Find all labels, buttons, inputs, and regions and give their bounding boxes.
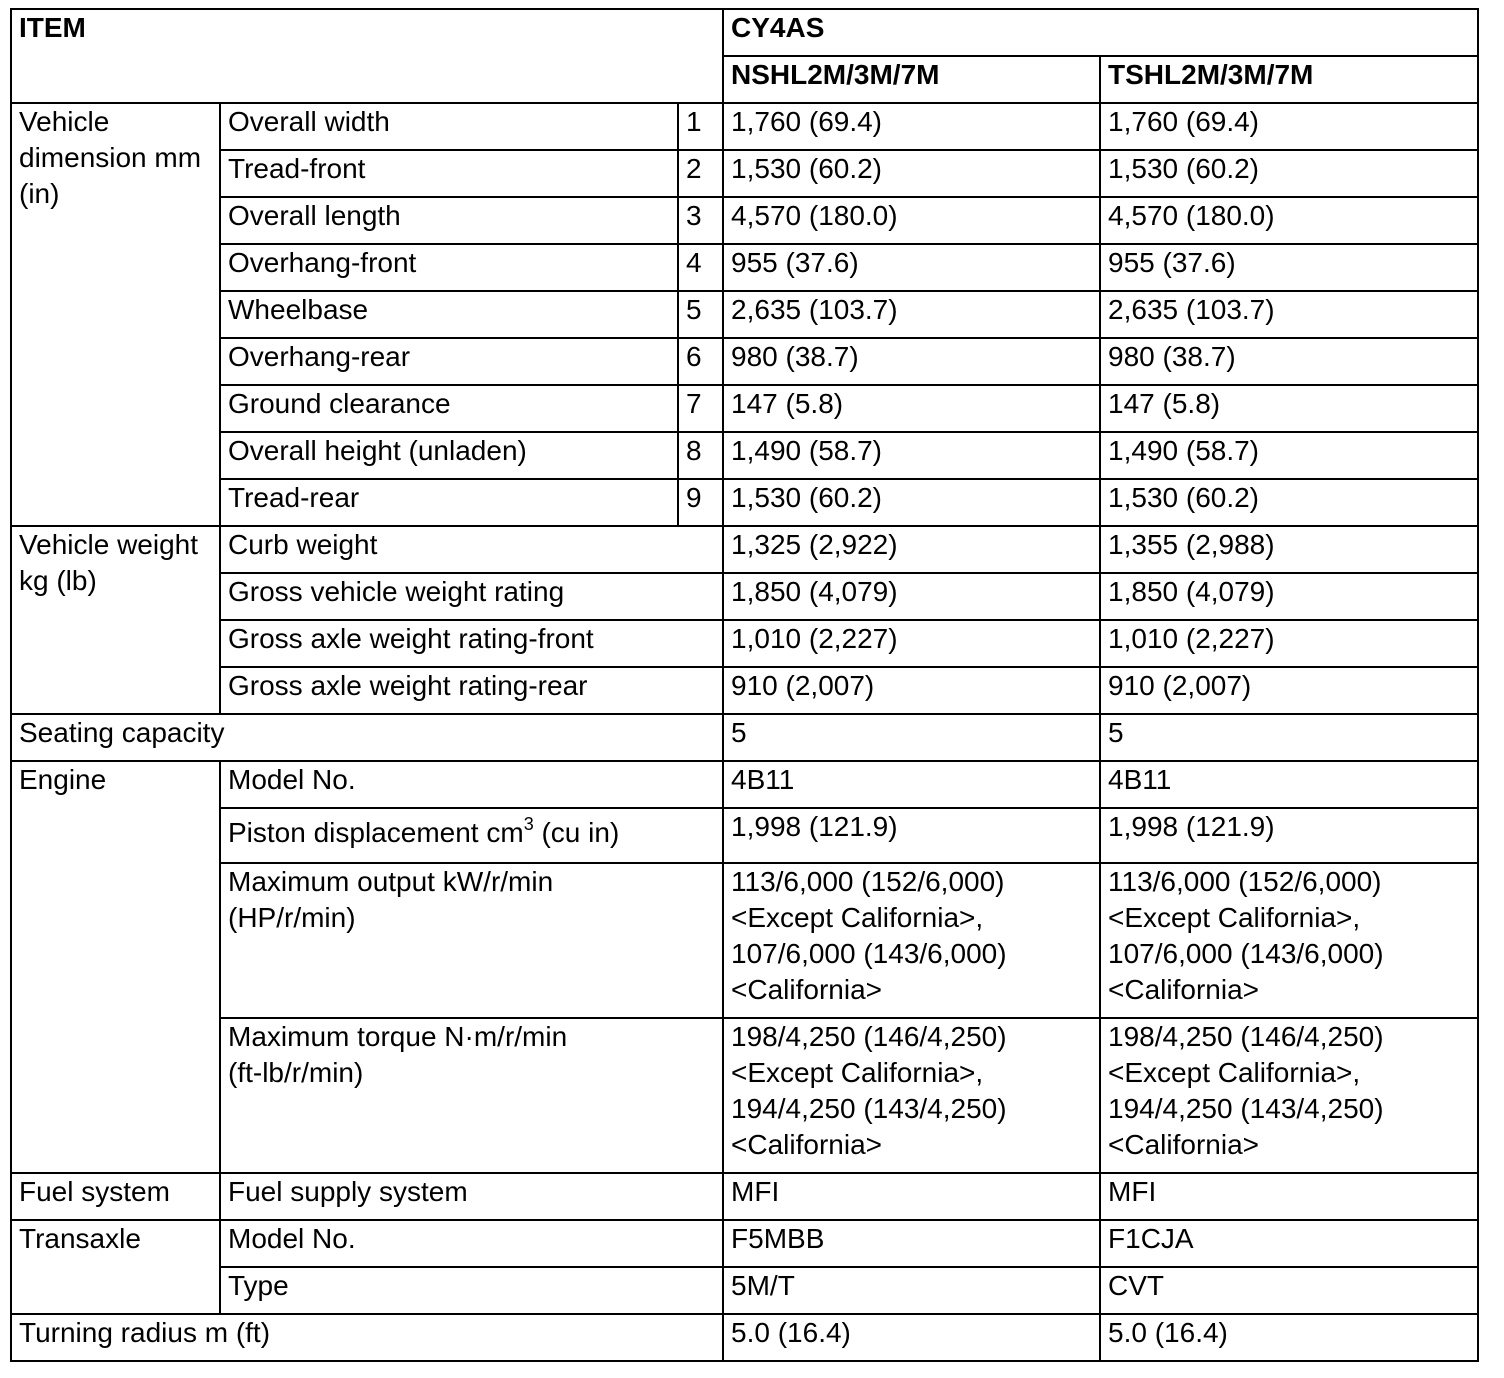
row-label: Tread-front: [220, 150, 678, 197]
row-number: 3: [678, 197, 723, 244]
max-output-label-line1: Maximum output kW/r/min: [228, 866, 554, 897]
row-number: 6: [678, 338, 723, 385]
row-label: Overall length: [220, 197, 678, 244]
table-row: [11, 1314, 1478, 1361]
value-col2: 2,635 (103.7): [1100, 291, 1478, 338]
row-label: Gross axle weight rating-front: [220, 620, 723, 667]
col1-header: NSHL2M/3M/7M: [723, 56, 1100, 103]
turning-label: Turning radius m (ft): [11, 1314, 723, 1361]
value-col2: 1,530 (60.2): [1100, 479, 1478, 526]
displacement-label: [220, 808, 723, 863]
value-line: 194/4,250 (143/4,250): [731, 1093, 1007, 1124]
value-col1: MFI: [723, 1173, 1100, 1220]
table-row: [11, 244, 1478, 291]
value-col2: 1,850 (4,079): [1100, 573, 1478, 620]
value-col1: 1,530 (60.2): [723, 479, 1100, 526]
value-col2: 1,530 (60.2): [1100, 150, 1478, 197]
value-line: 198/4,250 (146/4,250): [1108, 1021, 1384, 1052]
value-line: <California>: [1108, 1129, 1259, 1160]
spec-table: [10, 8, 1479, 1362]
value-col2: 4B11: [1100, 761, 1478, 808]
displacement-sup: 3: [523, 813, 534, 834]
value-col1: F5MBB: [723, 1220, 1100, 1267]
max-output-label-line2: (HP/r/min): [228, 902, 356, 933]
table-row: [11, 197, 1478, 244]
row-number: 8: [678, 432, 723, 479]
max-torque-label-line1: Maximum torque N·m/r/min: [228, 1021, 568, 1052]
table-row: [11, 714, 1478, 761]
table-row: [11, 808, 1478, 863]
value-line: <California>: [731, 1129, 882, 1160]
row-label: Gross vehicle weight rating: [220, 573, 723, 620]
max-torque-col1: [723, 1018, 1100, 1173]
max-output-col1: [723, 863, 1100, 1018]
row-label: Curb weight: [220, 526, 723, 573]
max-torque-col2: [1100, 1018, 1478, 1173]
table-row: [11, 150, 1478, 197]
value-col1: 4B11: [723, 761, 1100, 808]
row-number: 9: [678, 479, 723, 526]
value-col2: 1,490 (58.7): [1100, 432, 1478, 479]
header-row: [11, 9, 1478, 56]
max-torque-label-line2: (ft-lb/r/min): [228, 1057, 364, 1088]
table-row: [11, 1220, 1478, 1267]
row-label: Wheelbase: [220, 291, 678, 338]
engine-group-label: Engine: [11, 761, 220, 1173]
value-col1: 1,998 (121.9): [723, 808, 1100, 863]
row-number: 2: [678, 150, 723, 197]
value-col1: 5.0 (16.4): [723, 1314, 1100, 1361]
value-col1: 5M/T: [723, 1267, 1100, 1314]
value-col2: 910 (2,007): [1100, 667, 1478, 714]
table-row: [11, 338, 1478, 385]
value-line: 113/6,000 (152/6,000): [731, 866, 1005, 897]
value-line: <Except California>,: [1108, 1057, 1361, 1088]
table-row: [11, 863, 1478, 1018]
value-line: 107/6,000 (143/6,000): [731, 938, 1007, 969]
value-col2: 5: [1100, 714, 1478, 761]
value-col1: 2,635 (103.7): [723, 291, 1100, 338]
max-torque-label: [220, 1018, 723, 1173]
value-col1: 5: [723, 714, 1100, 761]
value-line: <Except California>,: [731, 1057, 984, 1088]
weight-group-label: Vehicle weight kg (lb): [11, 526, 220, 714]
value-col1: 1,760 (69.4): [723, 103, 1100, 150]
row-label: Fuel supply system: [220, 1173, 723, 1220]
dimension-group-label: Vehicle dimension mm (in): [11, 103, 220, 526]
table-row: [11, 103, 1478, 150]
value-col1: 1,490 (58.7): [723, 432, 1100, 479]
max-output-col2: [1100, 863, 1478, 1018]
table-row: [11, 1018, 1478, 1173]
value-col2: 1,760 (69.4): [1100, 103, 1478, 150]
value-col1: 1,530 (60.2): [723, 150, 1100, 197]
value-line: 194/4,250 (143/4,250): [1108, 1093, 1384, 1124]
table-row: [11, 573, 1478, 620]
value-col2: 4,570 (180.0): [1100, 197, 1478, 244]
row-label: Gross axle weight rating-rear: [220, 667, 723, 714]
table-row: [11, 1173, 1478, 1220]
row-label: Overall width: [220, 103, 678, 150]
value-col2: CVT: [1100, 1267, 1478, 1314]
seating-label: Seating capacity: [11, 714, 723, 761]
table-row: [11, 1267, 1478, 1314]
table-row: [11, 385, 1478, 432]
table-row: [11, 620, 1478, 667]
max-output-label: [220, 863, 723, 1018]
value-col1: 980 (38.7): [723, 338, 1100, 385]
table-row: [11, 291, 1478, 338]
value-col1: 147 (5.8): [723, 385, 1100, 432]
col2-header: TSHL2M/3M/7M: [1100, 56, 1478, 103]
fuel-group-label: Fuel system: [11, 1173, 220, 1220]
row-label: Ground clearance: [220, 385, 678, 432]
item-header: ITEM: [11, 9, 723, 103]
row-number: 4: [678, 244, 723, 291]
row-number: 5: [678, 291, 723, 338]
value-col2: 147 (5.8): [1100, 385, 1478, 432]
table-row: [11, 667, 1478, 714]
value-col2: 980 (38.7): [1100, 338, 1478, 385]
value-line: 107/6,000 (143/6,000): [1108, 938, 1384, 969]
displacement-label-b: (cu in): [533, 817, 620, 848]
row-label: Overhang-front: [220, 244, 678, 291]
row-label: Model No.: [220, 761, 723, 808]
value-line: <California>: [731, 974, 882, 1005]
row-label: Overall height (unladen): [220, 432, 678, 479]
value-col1: 910 (2,007): [723, 667, 1100, 714]
table-row: [11, 479, 1478, 526]
value-col2: 955 (37.6): [1100, 244, 1478, 291]
value-col2: 1,355 (2,988): [1100, 526, 1478, 573]
value-col1: 4,570 (180.0): [723, 197, 1100, 244]
model-header: CY4AS: [723, 9, 1478, 56]
value-line: 198/4,250 (146/4,250): [731, 1021, 1007, 1052]
row-label: Type: [220, 1267, 723, 1314]
transaxle-group-label: Transaxle: [11, 1220, 220, 1314]
value-col2: 1,010 (2,227): [1100, 620, 1478, 667]
row-label: Model No.: [220, 1220, 723, 1267]
value-col1: 1,850 (4,079): [723, 573, 1100, 620]
table-row: [11, 761, 1478, 808]
table-row: [11, 526, 1478, 573]
value-col2: MFI: [1100, 1173, 1478, 1220]
value-col1: 1,325 (2,922): [723, 526, 1100, 573]
value-line: <California>: [1108, 974, 1259, 1005]
row-number: 1: [678, 103, 723, 150]
row-label: Tread-rear: [220, 479, 678, 526]
row-label: Overhang-rear: [220, 338, 678, 385]
value-line: <Except California>,: [731, 902, 984, 933]
table-row: [11, 432, 1478, 479]
value-col2: 1,998 (121.9): [1100, 808, 1478, 863]
value-line: <Except California>,: [1108, 902, 1361, 933]
row-number: 7: [678, 385, 723, 432]
displacement-label-a: Piston displacement cm: [228, 817, 524, 848]
value-col2: 5.0 (16.4): [1100, 1314, 1478, 1361]
value-col1: 1,010 (2,227): [723, 620, 1100, 667]
value-col1: 955 (37.6): [723, 244, 1100, 291]
value-col2: F1CJA: [1100, 1220, 1478, 1267]
value-line: 113/6,000 (152/6,000): [1108, 866, 1382, 897]
